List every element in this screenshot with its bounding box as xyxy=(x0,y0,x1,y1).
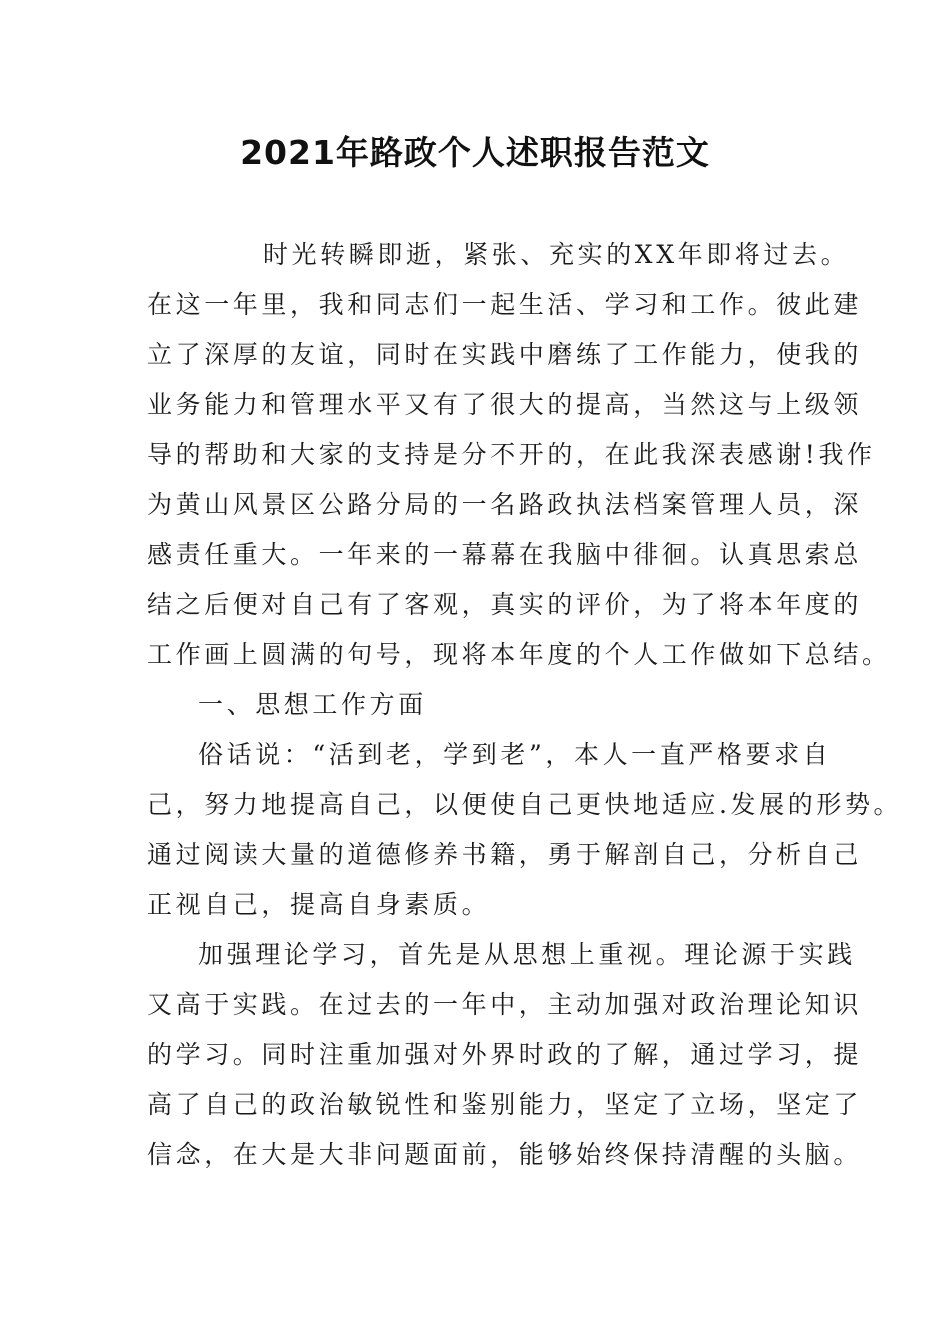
paragraph-1-line-3: 立了深厚的友谊，同时在实践中磨练了工作能力，使我的 xyxy=(147,340,863,369)
paragraph-2-line-4: 正视自己，提高自身素质。 xyxy=(147,890,491,919)
paragraph-1-line-4: 业务能力和管理水平又有了很大的提高，当然这与上级领 xyxy=(147,390,863,419)
paragraph-1-line-2: 在这一年里，我和同志们一起生活、学习和工作。彼此建 xyxy=(147,290,863,319)
paragraph-1-line-6: 为黄山风景区公路分局的一名路政执法档案管理人员，深 xyxy=(147,490,863,519)
paragraph-1-line-1: 时光转瞬即逝，紧张、充实的XX年即将过去。 xyxy=(263,240,850,269)
paragraph-3-line-2: 又高于实践。在过去的一年中，主动加强对政治理论知识 xyxy=(147,990,863,1019)
paragraph-3-line-5: 信念，在大是大非问题面前，能够始终保持清醒的头脑。 xyxy=(147,1140,863,1169)
paragraph-3-line-3: 的学习。同时注重加强对外界时政的了解，通过学习，提 xyxy=(147,1040,863,1069)
paragraph-1-line-5: 导的帮助和大家的支持是分不开的，在此我深表感谢!我作 xyxy=(147,440,876,469)
paragraph-3-line-1: 加强理论学习，首先是从思想上重视。理论源于实践 xyxy=(198,940,856,969)
paragraph-2-line-3: 通过阅读大量的道德修养书籍，勇于解剖自己，分析自己 xyxy=(147,840,863,869)
document-title: 2021年路政个人述职报告范文 xyxy=(240,133,710,172)
paragraph-1-line-9: 工作画上圆满的句号，现将本年度的个人工作做如下总结。 xyxy=(147,640,891,669)
paragraph-2-line-2: 己，努力地提高自己，以便使自己更快地适应.发展的形势。 xyxy=(147,790,903,819)
paragraph-1-line-8: 结之后便对自己有了客观，真实的评价，为了将本年度的 xyxy=(147,590,863,619)
paragraph-1-line-7: 感责任重大。一年来的一幕幕在我脑中徘徊。认真思索总 xyxy=(147,540,863,569)
section-heading: 一、思想工作方面 xyxy=(198,690,427,719)
paragraph-2-line-1: 俗话说：“活到老，学到老”，本人一直严格要求自 xyxy=(198,740,832,769)
paragraph-3-line-4: 高了自己的政治敏锐性和鉴别能力，坚定了立场，坚定了 xyxy=(147,1090,863,1119)
